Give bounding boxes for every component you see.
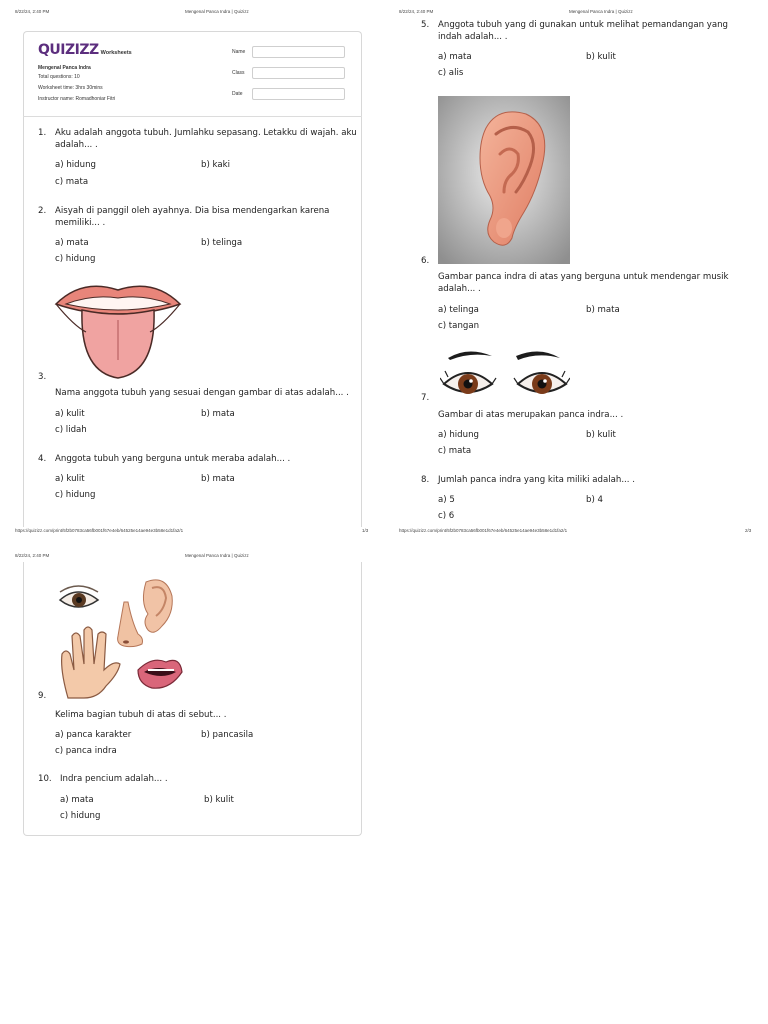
date-label: Date (232, 91, 243, 97)
page-header-date: 8/22/24, 2:40 PM (15, 9, 50, 14)
option[interactable]: c) lidah (55, 425, 87, 435)
question-text: Indra pencium adalah... . (60, 774, 168, 784)
question-text: Jumlah panca indra yang kita miliki adalah... . (438, 475, 635, 485)
option[interactable]: c) hidung (55, 490, 96, 500)
option[interactable]: a) mata (438, 52, 472, 62)
question-3 (38, 371, 358, 401)
question-5 (421, 19, 751, 45)
page-footer-url: https://quizizz.com/print/5f2b0783ca56fb001f67e4eb/64525e14ae94e3b58e1d1fa2/1 (15, 528, 184, 533)
instructor-name: Instructor name: Romadhoniar Fitri (38, 96, 116, 102)
five-senses-illustration (54, 574, 186, 700)
question-number: 2. (38, 206, 47, 216)
page-footer-url: https://quizizz.com/print/5f2b0783ca56fb001f67e4eb/64525e14ae94e3b58e1d1fa2/1 (399, 528, 568, 533)
question-text (55, 127, 357, 151)
page-footer-page: 1/3 (362, 528, 369, 533)
tongue-illustration (52, 280, 184, 380)
question-number: 1. (38, 128, 47, 138)
question-line: Aku adalah anggota tubuh. Jumlahku sepasang. Letakku di wajah. aku (55, 128, 357, 138)
question-10 (38, 773, 358, 787)
option[interactable]: a) mata (60, 795, 94, 805)
option[interactable]: c) hidung (60, 811, 101, 821)
class-label: Class (232, 70, 245, 76)
option[interactable]: a) hidung (438, 430, 479, 440)
class-field[interactable] (252, 67, 345, 79)
option[interactable]: b) 4 (586, 495, 604, 505)
name-field[interactable] (252, 46, 345, 58)
question-number: 8. (421, 475, 430, 485)
option[interactable]: a) panca karakter (55, 730, 132, 740)
header-divider (23, 116, 362, 117)
page-header-title: Mengenal Panca Indra | Quizizz (185, 553, 249, 558)
question-number: 10. (38, 774, 52, 784)
question-line: Anggota tubuh yang di gunakan untuk melihat pemandangan yang (438, 20, 729, 30)
question-text (55, 205, 329, 229)
question-line: adalah... . (438, 284, 481, 294)
option[interactable]: c) 6 (438, 511, 455, 521)
question-8 (421, 474, 751, 488)
option[interactable]: a) 5 (438, 495, 455, 505)
option[interactable]: a) kulit (55, 409, 85, 419)
total-questions: Total questions: 10 (38, 74, 80, 80)
option[interactable]: b) mata (586, 305, 620, 315)
option[interactable]: c) panca indra (55, 746, 117, 756)
page-header-date: 8/22/24, 2:40 PM (15, 553, 50, 558)
question-line: Aisyah di panggil oleh ayahnya. Dia bisa mendengarkan karena (55, 206, 330, 216)
brand-wordmark: QUIZIZZ (38, 42, 99, 58)
question-line: memiliki... . (55, 218, 106, 228)
question-2 (38, 205, 358, 231)
option[interactable]: b) mata (201, 474, 235, 484)
option[interactable]: b) telinga (201, 238, 243, 248)
option[interactable]: c) mata (55, 177, 89, 187)
question-6 (421, 255, 751, 299)
option[interactable]: c) alis (438, 68, 464, 78)
question-4 (38, 453, 358, 467)
question-text (438, 271, 729, 295)
question-line: Gambar panca indra di atas yang berguna untuk mendengar musik (438, 272, 729, 282)
option[interactable]: b) kulit (204, 795, 234, 805)
question-1 (38, 127, 358, 153)
ear-illustration (438, 96, 570, 264)
brand-subtitle: Worksheets (100, 50, 132, 56)
page-header-date: 8/22/24, 2:40 PM (399, 9, 434, 14)
option[interactable]: a) kulit (55, 474, 85, 484)
question-number: 6. (421, 256, 430, 266)
question-number: 5. (421, 20, 430, 30)
question-9 (38, 690, 358, 722)
option[interactable]: b) kaki (201, 160, 230, 170)
option[interactable]: b) kulit (586, 430, 616, 440)
option[interactable]: a) telinga (438, 305, 479, 315)
question-7 (421, 392, 751, 422)
question-number: 4. (38, 454, 47, 464)
quizizz-logo (38, 42, 132, 58)
question-text: Gambar di atas merupakan panca indra... . (438, 410, 624, 420)
option[interactable]: b) pancasila (201, 730, 254, 740)
option[interactable]: c) tangan (438, 321, 480, 331)
question-number: 9. (38, 691, 47, 701)
date-field[interactable] (252, 88, 345, 100)
question-number: 3. (38, 372, 47, 382)
page-header-title: Mengenal Panca Indra | Quizizz (185, 9, 249, 14)
question-line: indah adalah... . (438, 32, 508, 42)
option[interactable]: b) kulit (586, 52, 616, 62)
question-text (438, 19, 728, 43)
question-text: Anggota tubuh yang berguna untuk meraba adalah... . (55, 454, 291, 464)
page-footer-page: 2/3 (745, 528, 752, 533)
question-line: adalah... . (55, 140, 98, 150)
option[interactable]: c) hidung (55, 254, 96, 264)
name-label: Name (232, 49, 246, 55)
option[interactable]: c) mata (438, 446, 472, 456)
option[interactable]: a) hidung (55, 160, 96, 170)
option[interactable]: a) mata (55, 238, 89, 248)
worksheet-time: Worksheet time: 3hrs 30mins (38, 85, 103, 91)
question-text: Kelima bagian tubuh di atas di sebut... . (55, 710, 227, 720)
option[interactable]: b) mata (201, 409, 235, 419)
question-text: Nama anggota tubuh yang sesuai dengan gambar di atas adalah... . (55, 388, 349, 398)
worksheet-title: Mengenal Panca Indra (38, 65, 91, 71)
page-header-title: Mengenal Panca Indra | Quizizz (569, 9, 633, 14)
question-number: 7. (421, 393, 430, 403)
